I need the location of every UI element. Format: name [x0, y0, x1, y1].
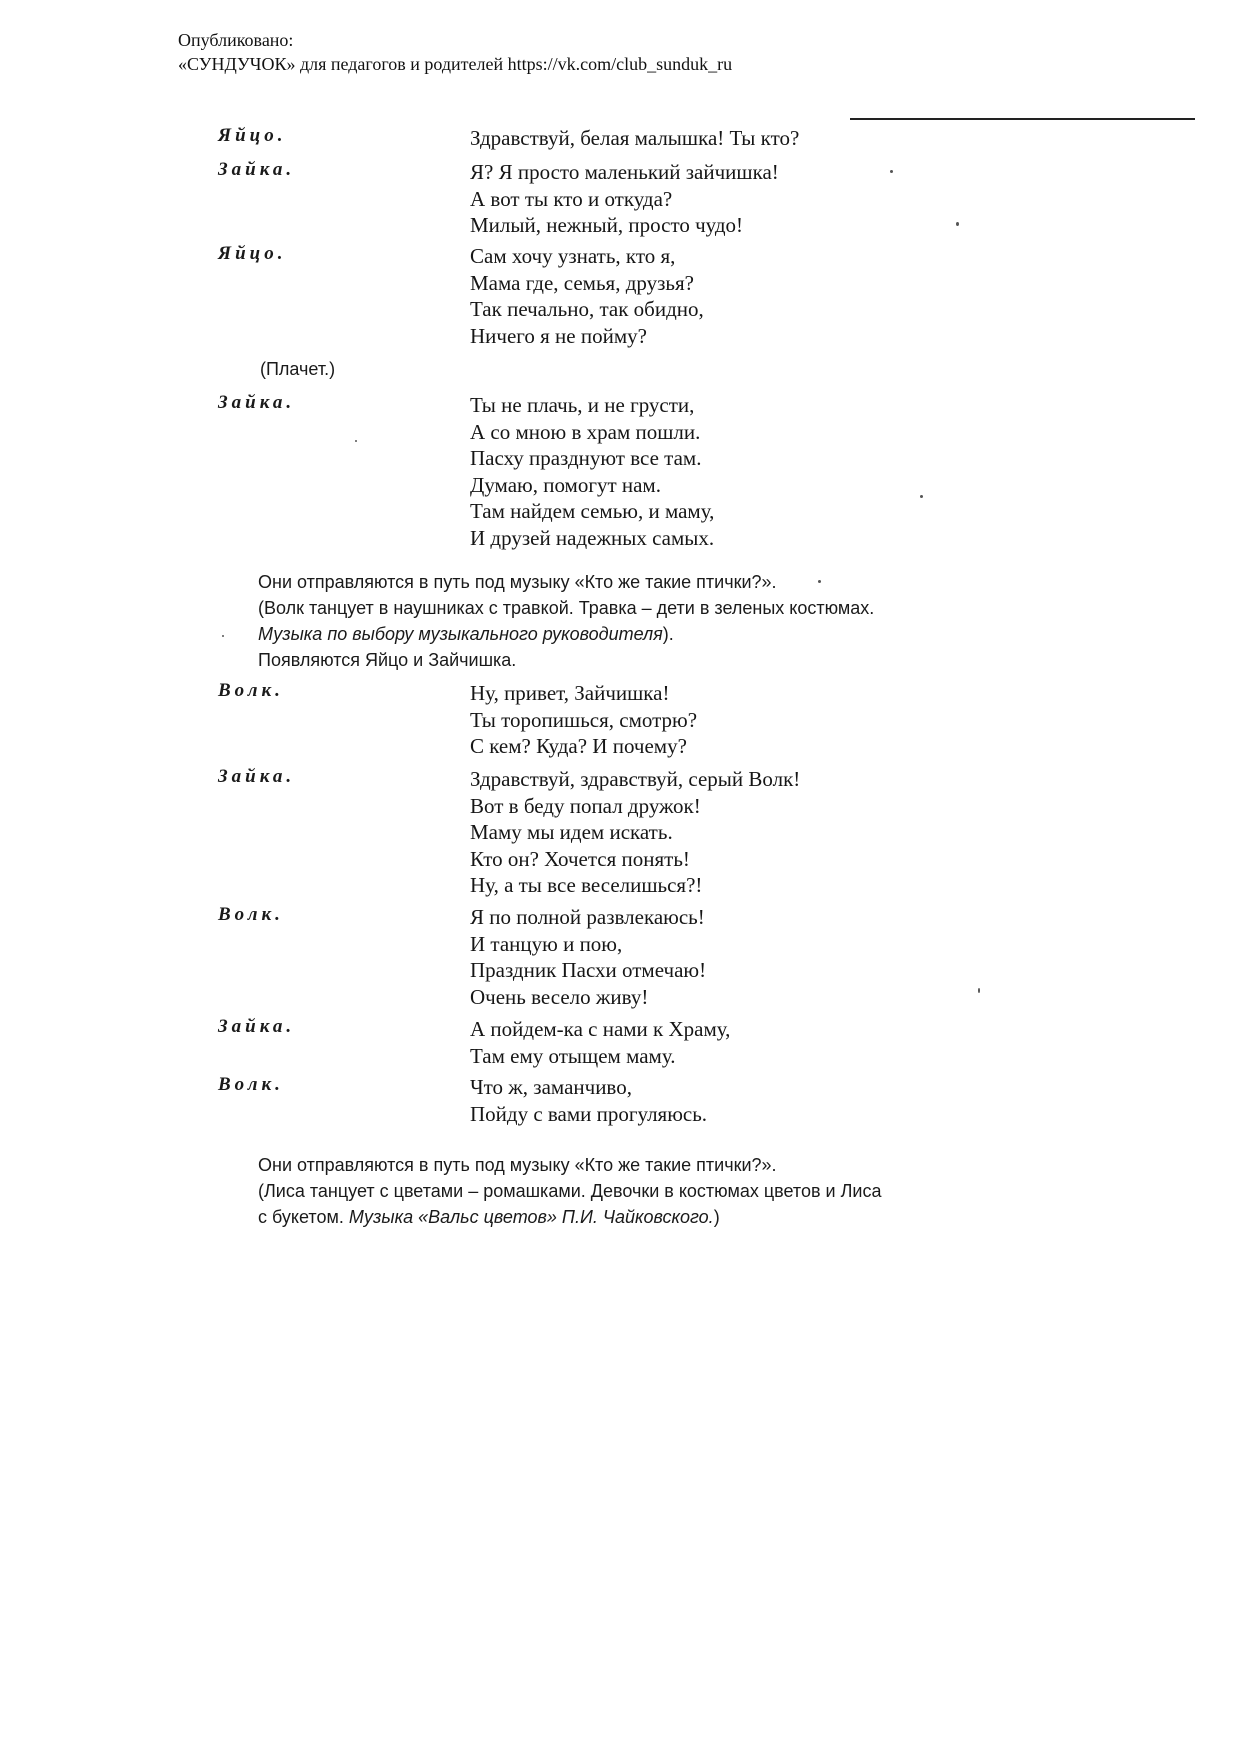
speaker-name: Волк.	[218, 1074, 284, 1095]
stage-line: Они отправляются в путь под музыку «Кто же такие птички?».	[258, 572, 777, 592]
scan-speck	[956, 222, 959, 226]
speech-lines	[470, 680, 697, 760]
speech-line: Мама где, семья, друзья?	[470, 270, 694, 295]
top-rule	[850, 118, 1195, 120]
stage-direction	[258, 569, 998, 673]
speech-line: Там ему отыщем маму.	[470, 1043, 676, 1068]
speech-line: Маму мы идем искать.	[470, 820, 673, 844]
speech-line: Я? Я просто маленький зайчишка!	[470, 160, 779, 184]
speech-line: И друзей надежных самых.	[470, 525, 715, 550]
speech-line: И танцую и пою,	[470, 931, 623, 956]
speech-line: Пойду с вами прогуляюсь.	[470, 1101, 708, 1126]
speech-lines	[470, 159, 779, 239]
speaker-name: Волк.	[218, 680, 284, 701]
speech-line: Праздник Пасхи отмечаю!	[470, 958, 707, 982]
speech-line: Ничего я не пойму?	[470, 323, 647, 348]
speech-lines	[470, 904, 706, 1010]
speech-lines	[470, 766, 800, 899]
stage-line-plain: с букетом.	[258, 1207, 349, 1227]
speaker-name: Зайка.	[218, 392, 296, 413]
speaker-name: Зайка.	[218, 766, 296, 787]
stage-direction	[258, 1152, 998, 1230]
speaker-name: Зайка.	[218, 159, 296, 180]
scan-speck	[222, 635, 224, 637]
speech-line: А со мною в храм пошли.	[470, 419, 701, 444]
speech-line: С кем? Куда? И почему?	[470, 734, 687, 758]
speech-line: Ну, а ты все веселишься?!	[470, 873, 703, 897]
speech-line: Вот в беду попал дружок!	[470, 793, 701, 818]
publication-header	[178, 28, 1078, 76]
header-published-label: Опубликовано:	[178, 30, 294, 50]
speech-line: Кто он? Хочется понять!	[470, 846, 690, 871]
speech-line: Очень весело живу!	[470, 984, 649, 1009]
stage-line-italic: Музыка «Вальс цветов» П.И. Чайковского.	[348, 1207, 714, 1227]
stage-line-end: )	[713, 1207, 720, 1227]
stage-remark-cries: (Плачет.)	[260, 359, 336, 379]
scan-speck	[355, 440, 357, 442]
speech-line: А вот ты кто и откуда?	[470, 186, 673, 211]
speech-line: Ты торопишься, смотрю?	[470, 707, 698, 732]
speech-line: Здравствуй, белая малышка! Ты кто?	[470, 126, 800, 150]
speech-lines	[470, 125, 799, 152]
speech-line: Здравствуй, здравствуй, серый Волк!	[470, 767, 801, 791]
stage-line: Они отправляются в путь под музыку «Кто же такие птички?».	[258, 1155, 777, 1175]
speech-line: Пасху празднуют все там.	[470, 446, 702, 470]
stage-line: (Лиса танцует с цветами – ромашками. Девочки в костюмах цветов и Лиса	[258, 1181, 882, 1201]
header-source-line: «СУНДУЧОК» для педагогов и родителей https://vk.com/club_sunduk_ru	[178, 54, 733, 74]
speech-line: Так печально, так обидно,	[470, 297, 704, 321]
stage-line: Появляются Яйцо и Зайчишка.	[258, 650, 517, 670]
speech-lines	[470, 1074, 707, 1127]
stage-line	[258, 621, 998, 647]
speaker-name: Яйцо.	[218, 125, 287, 146]
speech-line: Ты не плачь, и не грусти,	[470, 393, 695, 417]
speech-line: Что ж, заманчиво,	[470, 1075, 632, 1099]
stage-line	[258, 1204, 998, 1230]
scanned-script-page	[210, 110, 1000, 1250]
stage-line: (Волк танцует в наушниках с травкой. Травка – дети в зеленых костюмах.	[258, 598, 875, 618]
scan-speck	[818, 580, 821, 583]
speech-line: Милый, нежный, просто чудо!	[470, 213, 744, 237]
scan-speck	[920, 495, 923, 498]
scan-speck	[890, 170, 893, 173]
speech-lines	[470, 1016, 730, 1069]
stage-line-end: ).	[662, 624, 674, 644]
speaker-name: Яйцо.	[218, 243, 287, 264]
speech-lines	[470, 243, 704, 349]
speaker-name: Зайка.	[218, 1016, 296, 1037]
speech-line: Думаю, помогут нам.	[470, 472, 661, 497]
stage-line-italic: Музыка по выбору музыкального руководителя	[258, 624, 663, 644]
speaker-name: Волк.	[218, 904, 284, 925]
speech-line: Ну, привет, Зайчишка!	[470, 681, 670, 705]
speech-line: Я по полной развлекаюсь!	[470, 905, 705, 929]
speech-line: А пойдем-ка с нами к Храму,	[470, 1017, 731, 1041]
scan-speck	[978, 988, 980, 993]
speech-line: Сам хочу узнать, кто я,	[470, 244, 676, 268]
speech-line: Там найдем семью, и маму,	[470, 499, 715, 523]
speech-lines	[470, 392, 714, 551]
